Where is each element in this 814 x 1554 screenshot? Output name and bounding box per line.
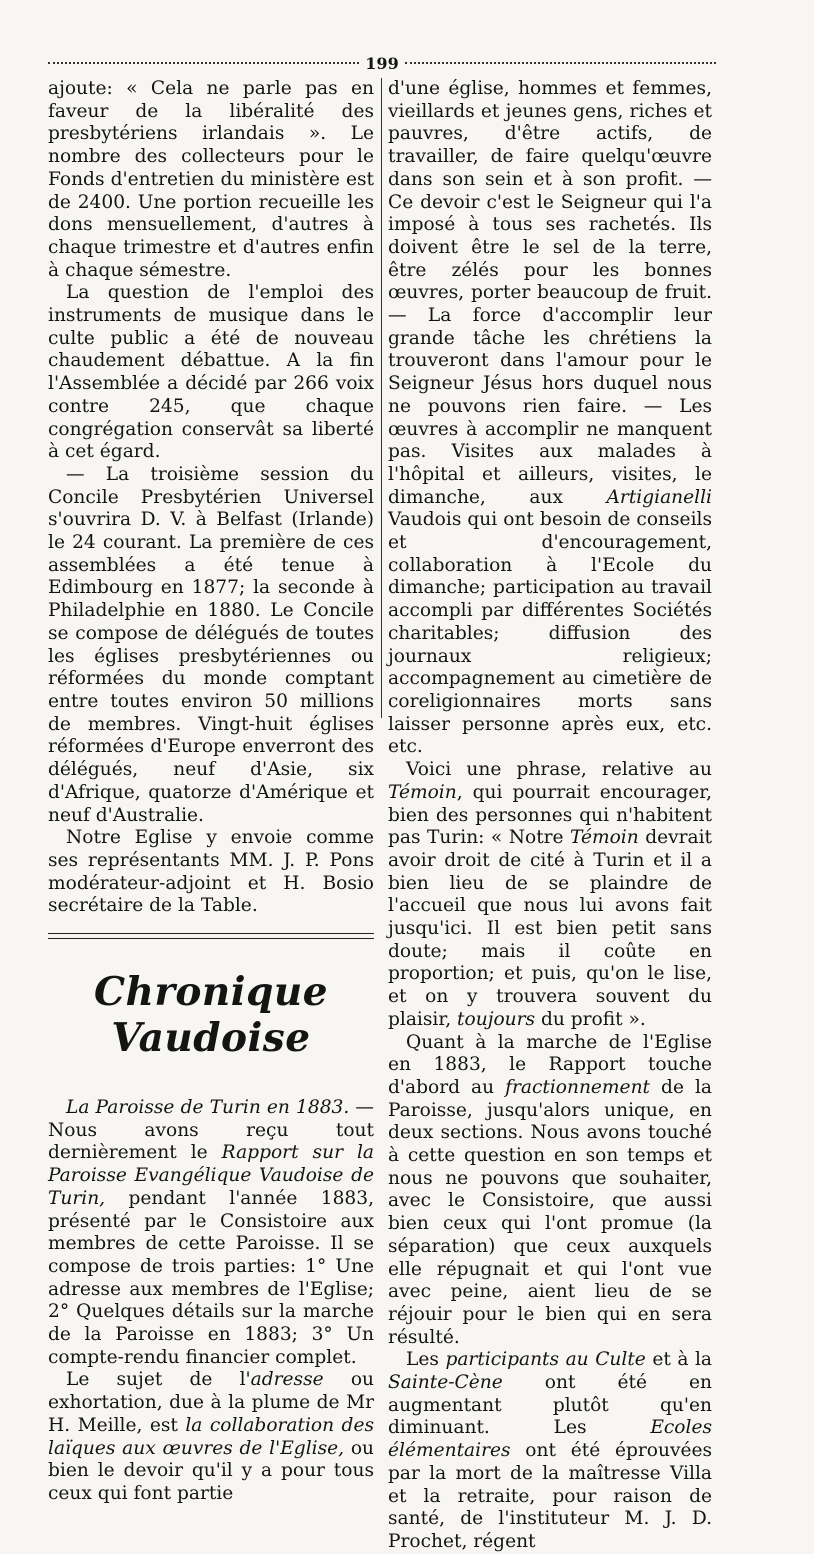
left-column <box>48 78 374 1506</box>
paragraph-duties <box>388 78 712 759</box>
fract-text-b: de la Paroisse, jusqu'alors unique, en deux sections. Nous avons touché à cette question en son temps et nous ne pouvons que souhaiter, avec le Consistoire, que aussi bien ceux qui l'ont promue (la séparation) que ceux auxquels elle répugnait et qui l'ont vue avec peine, aient lieu de se réjouir pour le bien qui en sera résulté. <box>388 1076 712 1348</box>
temoin-text-a: Voici une phrase, relative au <box>406 759 712 781</box>
part-text-d: ont été éprouvées par la mort de la maîtresse Villa et la retraite, pour raison de santé, de l'instituteur M. J. D. Prochet, régent <box>388 1440 712 1552</box>
address-word: adresse <box>250 1369 324 1391</box>
part-text-c: ont été en augmentant plutôt qu'en diminuant. Les <box>388 1372 712 1439</box>
paragraph-music-instruments: La question de l'emploi des instruments de musique dans le culte public a été de nouveau chaudement débattue. A la fin l'Assemblée a décidé par 266 voix contre 245, que chaque congrégation conservât sa liberté à cet égard. <box>48 282 374 463</box>
collaboration-phrase: la collaboration des laïques aux œuvres de l'Eglise, <box>48 1414 374 1459</box>
temoin-text-d: du profit ». <box>535 1008 646 1030</box>
paragraph-participants <box>388 1349 712 1553</box>
paragraph-fractionnement <box>388 1032 712 1350</box>
part-text-a: Les <box>406 1349 446 1371</box>
fract-text-a: Quant à la marche de l'Eglise en 1883, le Rapport touche d'abord au <box>388 1031 712 1098</box>
turin-text-a: — Nous avons reçu tout dernièrement le <box>48 1097 374 1164</box>
header-rule-left <box>48 62 359 64</box>
artigianelli-word: Artigianelli <box>606 486 712 508</box>
page-header <box>48 52 716 74</box>
sainte-cene-word: Sainte-Cène <box>388 1372 503 1394</box>
temoin-text-c: devrait avoir droit de cité à Turin et il a bien lieu de se plaindre de l'accueil que nous lui avons fait jusqu'ici. Il est bien petit sans doute; mais il coûte en proportion; et puis, qu'on le lise, et on y trouvera souvent du plaisir, <box>388 827 712 1030</box>
ecoles-phrase: Ecoles élémentaires <box>388 1417 712 1462</box>
temoin-word-2: Témoin <box>570 827 639 849</box>
address-text-c: ou bien le devoir qu'il y a pour tous ceux qui font partie <box>48 1437 374 1504</box>
paragraph-turin-parish <box>48 1097 374 1369</box>
right-column <box>388 78 712 1554</box>
paragraph-representatives: Notre Eglise y envoie comme ses représentants MM. J. P. Pons modérateur-adjoint et H. Bosio secrétaire de la Table. <box>48 827 374 917</box>
temoin-text-b: , qui pourrait encourager, bien des personnes qui n'habitent pas Turin: « Notre <box>388 781 712 849</box>
column-divider <box>381 78 382 718</box>
paragraph-irish-collectors: ajoute: « Cela ne parle pas en faveur de la libéralité des presbytériens irlandais ». Le nombre des collecteurs pour le Fonds d'entretien du ministère est de 2400. Une portion recueille les dons mensuellement, d'autres à chaque trimestre et d'autres enfin à chaque sémestre. <box>48 78 374 281</box>
address-text-b: ou exhortation, due à la plume de Mr H. Meille, est <box>48 1369 374 1436</box>
page-number: 199 <box>365 53 399 73</box>
duties-text-b: Vaudois qui ont besoin de conseils et d'encouragement, collaboration à l'Ecole du dimanche; participation au travail accompli par différentes Sociétés charitables; diffusion des journaux religieux; accompagnement au cimetière de coreligionnaires morts sans laisser personne après eux, etc. etc. <box>388 509 712 758</box>
turin-heading: La Paroisse de Turin en 1883. <box>66 1097 350 1119</box>
fractionnement-word: fractionnement <box>505 1076 651 1098</box>
paragraph-address <box>48 1369 374 1505</box>
participants-phrase: participants au Culte <box>445 1349 646 1371</box>
address-text-a: Le sujet de l' <box>66 1369 251 1391</box>
turin-text-b: pendant l'année 1883, présenté par le Consistoire aux membres de cette Paroisse. Il se compose de trois parties: 1° Une adresse aux membres de l'Eglise; 2° Quelques détails sur la marche de la Paroisse en 1883; 3° Un compte-rendu financier complet. <box>48 1187 374 1368</box>
toujours-word: toujours <box>457 1008 536 1030</box>
paragraph-presbyterian-council: — La troisième session du Concile Presbytérien Universel s'ouvrira D. V. à Belfast (Irlande) le 24 courant. La première de ces assemblées a été tenue à Edimbourg en 1877; la seconde à Philadelphie en 1880. Le Concile se compose de délégués de toutes les églises presbytériennes ou réformées du monde comptant entre toutes environ 50 millions de membres. Vingt-huit églises réformées d'Europe enverront des délégués, neuf d'Asie, six d'Afrique, quatorze d'Amérique et neuf d'Australie. <box>48 463 374 826</box>
duties-text-a: d'une église, hommes et femmes, vieillards et jeunes gens, riches et pauvres, d'être actifs, de travailler, de faire quelqu'œuvre dans son sein et à son profit. — Ce devoir c'est le Seigneur qui l'a imposé à tous ses rachetés. Ils doivent être le sel de la terre, être zélés pour les bonnes œuvres, porter beaucoup de fruit. — La force d'accomplir leur grande tâche les chrétiens la trouveront dans l'amour pour le Seigneur Jésus hors duquel nous ne pouvons rien faire. — Les œuvres à accomplir ne manquent pas. Visites aux malades à l'hôpital et ailleurs, visites, le dimanche, aux <box>388 78 712 508</box>
temoin-word-1: Témoin <box>388 781 457 803</box>
report-title: Rapport sur la Paroisse Evangélique Vaudoise de Turin, <box>48 1142 374 1209</box>
part-text-b: et à la <box>645 1349 713 1371</box>
paragraph-temoin <box>388 759 712 1031</box>
header-rule-right <box>405 62 716 64</box>
section-separator <box>48 933 374 939</box>
section-title: Chronique Vaudoise <box>93 969 329 1062</box>
